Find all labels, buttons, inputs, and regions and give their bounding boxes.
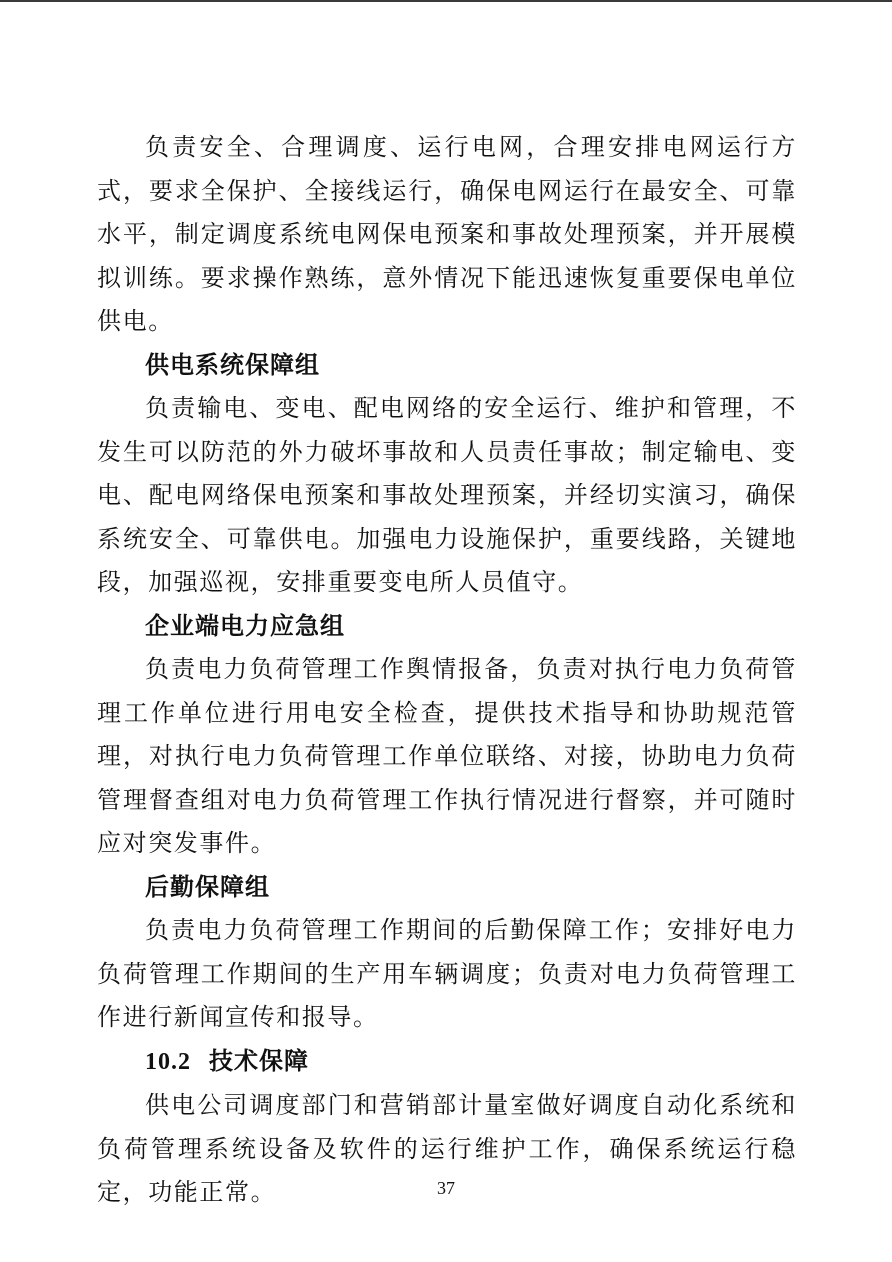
section-number: 10.2 (145, 1048, 191, 1075)
document-body (97, 126, 797, 1215)
heading-enterprise-emergency-group: 企业端电力应急组 (145, 611, 345, 640)
section-title: 技术保障 (209, 1046, 309, 1075)
section-heading-technical-support (97, 1040, 797, 1085)
paragraph-enterprise-emergency-duties: 负责电力负荷管理工作舆情报备，负责对执行电力负荷管理工作单位进行用电安全检查，提供技术指导和协助规范管理，对执行电力负荷管理工作单位联络、对接，协助电力负荷管理督查组对电力负荷管理工作执行情况进行督察，并可随时应对突发事件。 (97, 655, 797, 857)
paragraph-technical-support: 供电公司调度部门和营销部计量室做好调度自动化系统和负荷管理系统设备及软件的运行维护工作，确保系统运行稳定，功能正常。 (97, 1091, 797, 1206)
paragraph-logistics-duties: 负责电力负荷管理工作期间的后勤保障工作；安排好电力负荷管理工作期间的生产用车辆调度；负责对电力负荷管理工作进行新闻宣传和报导。 (97, 916, 797, 1031)
paragraph-dispatch-duties: 负责安全、合理调度、运行电网，合理安排电网运行方式，要求全保护、全接线运行，确保电网运行在最安全、可靠水平，制定调度系统电网保电预案和事故处理预案，并开展模拟训练。要求操作熟练，意外情况下能迅速恢复重要保电单位供电。 (97, 133, 797, 335)
heading-logistics-group: 后勤保障组 (145, 872, 270, 901)
page-number: 37 (437, 1178, 455, 1198)
heading-supply-system-group: 供电系统保障组 (145, 350, 320, 379)
paragraph-supply-system-duties: 负责输电、变电、配电网络的安全运行、维护和管理，不发生可以防范的外力破坏事故和人员责任事故；制定输电、变电、配电网络保电预案和事故处理预案，并经切实演习，确保系统安全、可靠供电。加强电力设施保护，重要线路，关键地段，加强巡视，安排重要变电所人员值守。 (97, 394, 797, 596)
